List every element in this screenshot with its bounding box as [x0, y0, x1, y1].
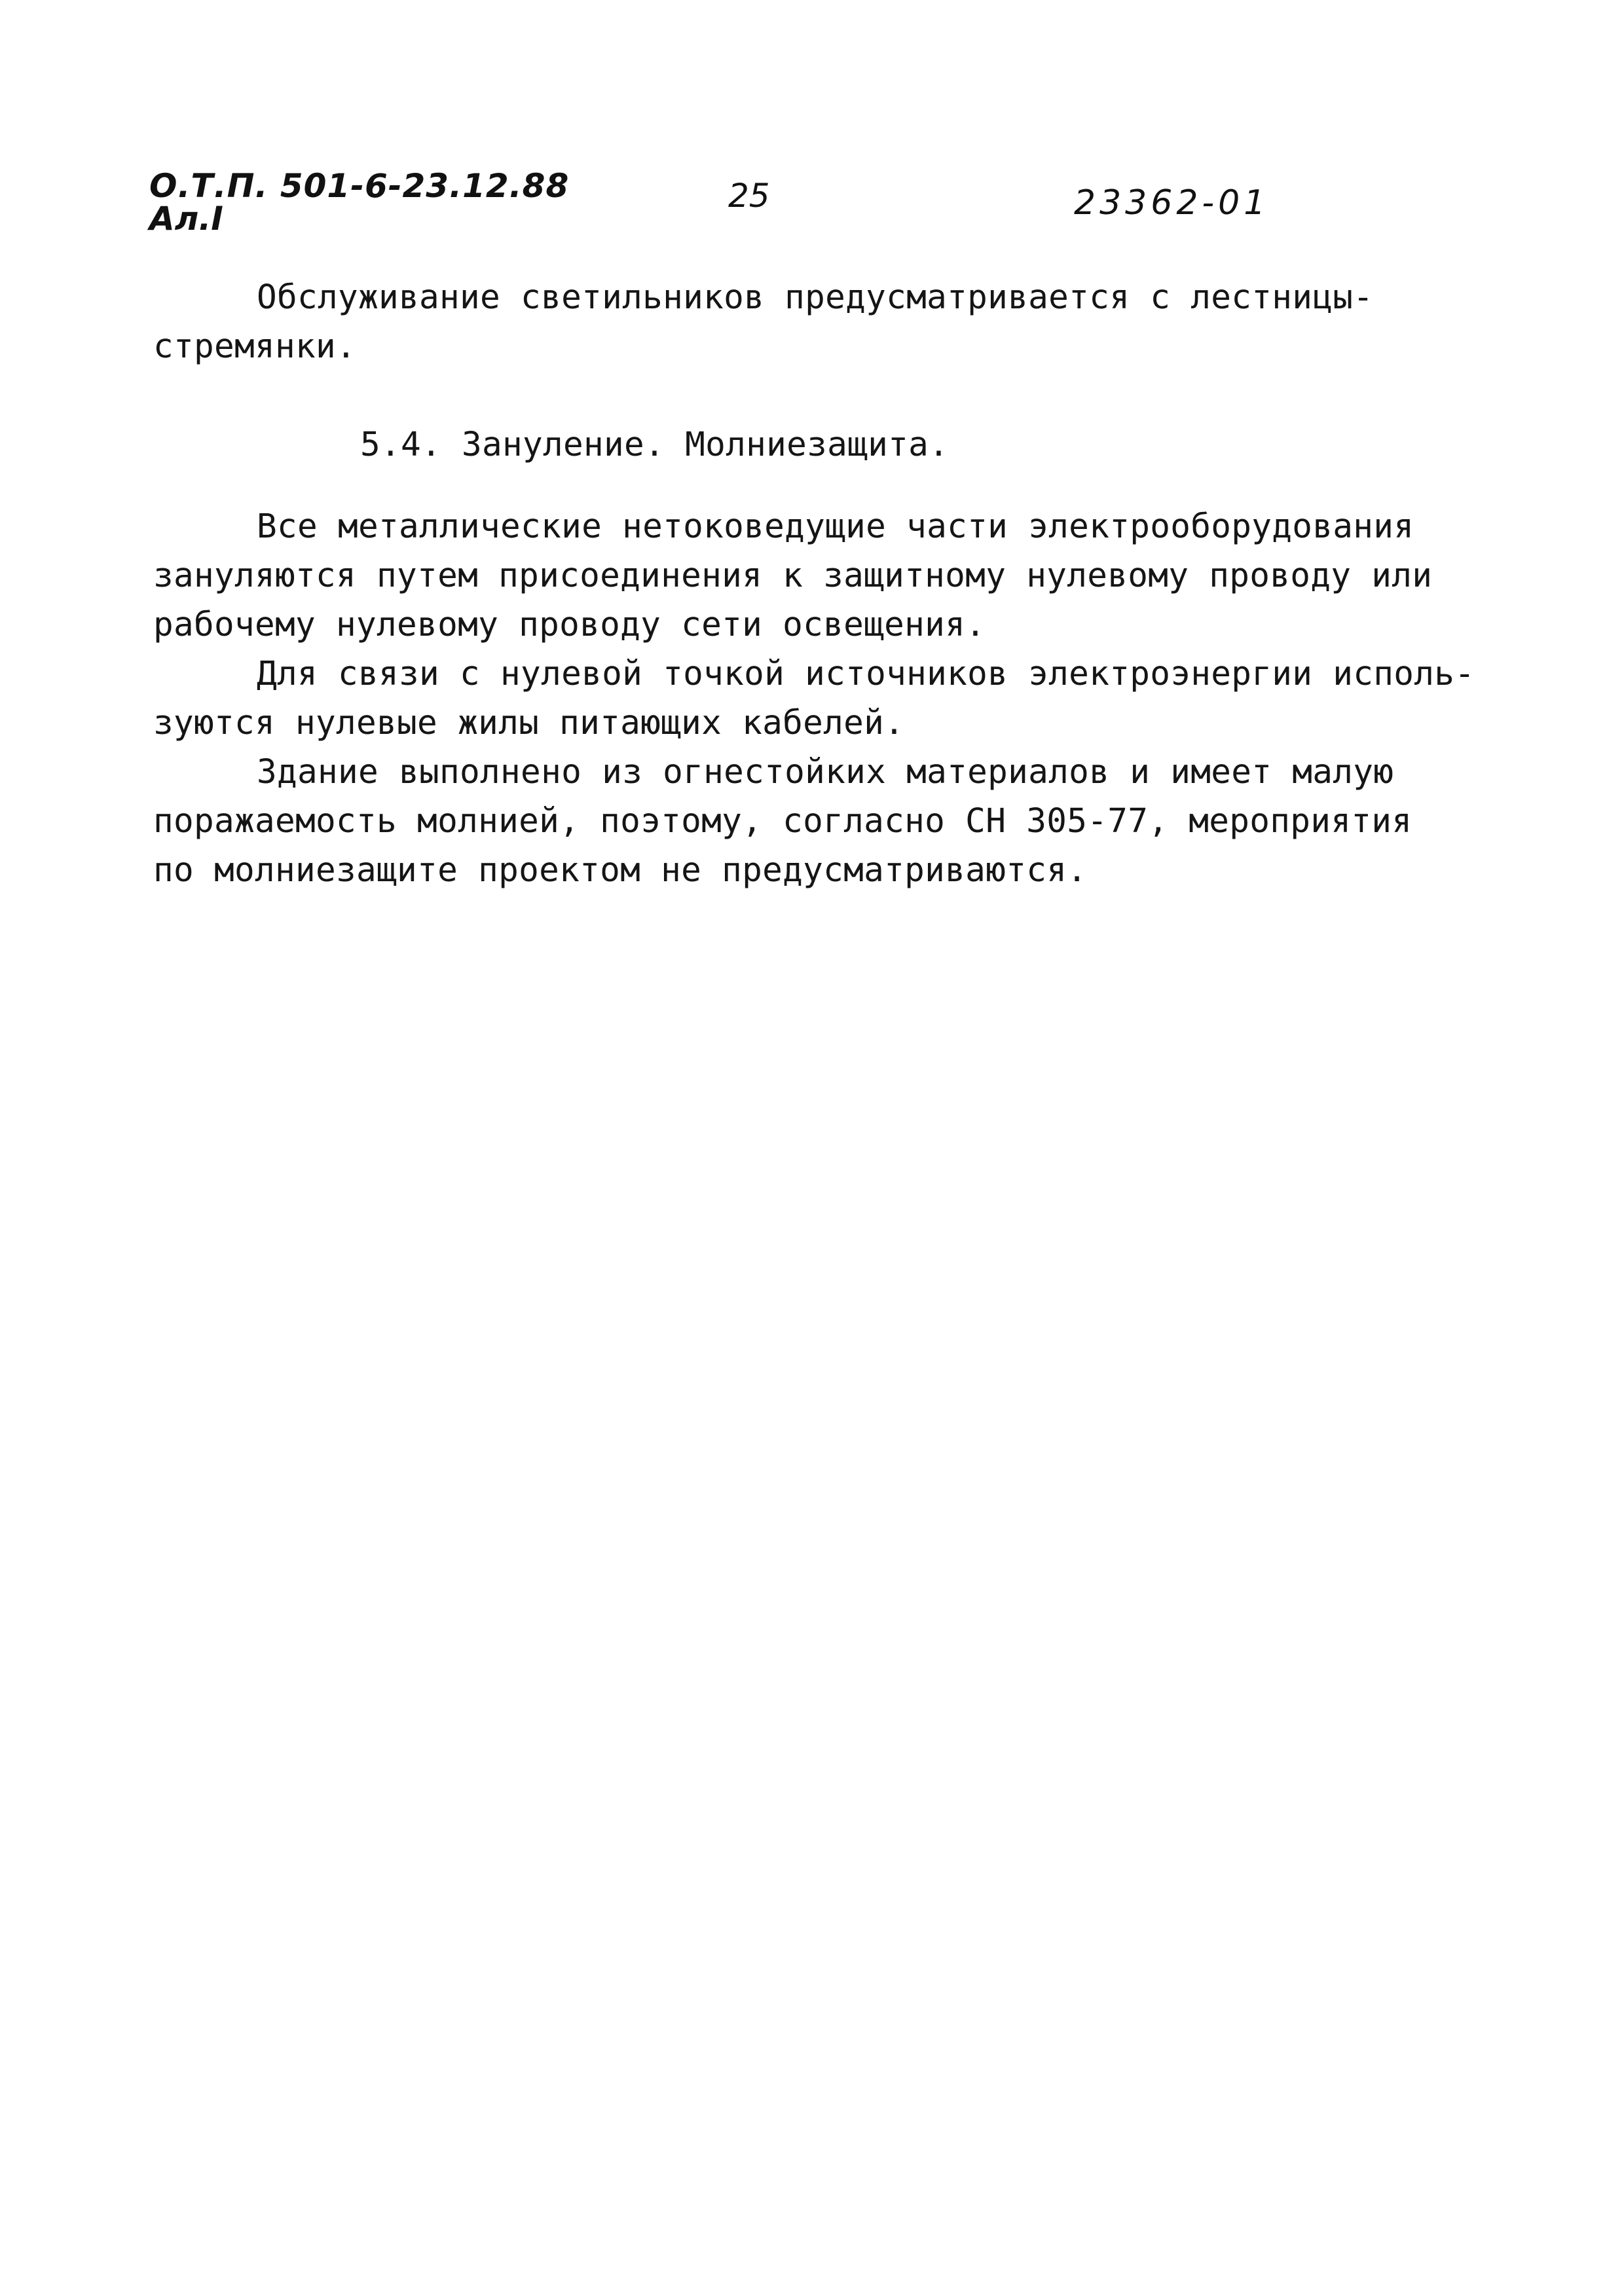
paragraph3-line-1: Здание выполнено из огнестойких материалов и имеет малую — [257, 753, 1394, 792]
paragraph1-line-1: Все металлические нетоковедущие части электрооборудования — [257, 507, 1414, 546]
page-number: 25 — [728, 177, 770, 215]
intro-line-1: Обслуживание светильников предусматривается с лестницы- — [257, 278, 1374, 317]
document-code: О.Т.П. 501-6-23.12.88 — [149, 167, 570, 205]
paragraph3-line-3: по молниезащите проектом не предусматриваются. — [153, 851, 1088, 890]
sheet-label: Ал.I — [149, 200, 223, 238]
paragraph2-line-2: зуются нулевые жилы питающих кабелей. — [153, 704, 905, 742]
archive-number: 23362-01 — [1074, 183, 1270, 223]
paragraph3-line-2: поражаемость молнией, поэтому, согласно СН 305-77, мероприятия — [153, 802, 1412, 841]
paragraph1-line-2: зануляются путем присоединения к защитному нулевому проводу или — [153, 556, 1433, 595]
paragraph2-line-1: Для связи с нулевой точкой источников электроэнергии исполь- — [257, 655, 1475, 693]
paragraph1-line-3: рабочему нулевому проводу сети освещения. — [153, 606, 986, 644]
intro-line-2: стремянки. — [153, 327, 357, 366]
section-heading: 5.4. Зануление. Молниезащита. — [360, 426, 950, 464]
